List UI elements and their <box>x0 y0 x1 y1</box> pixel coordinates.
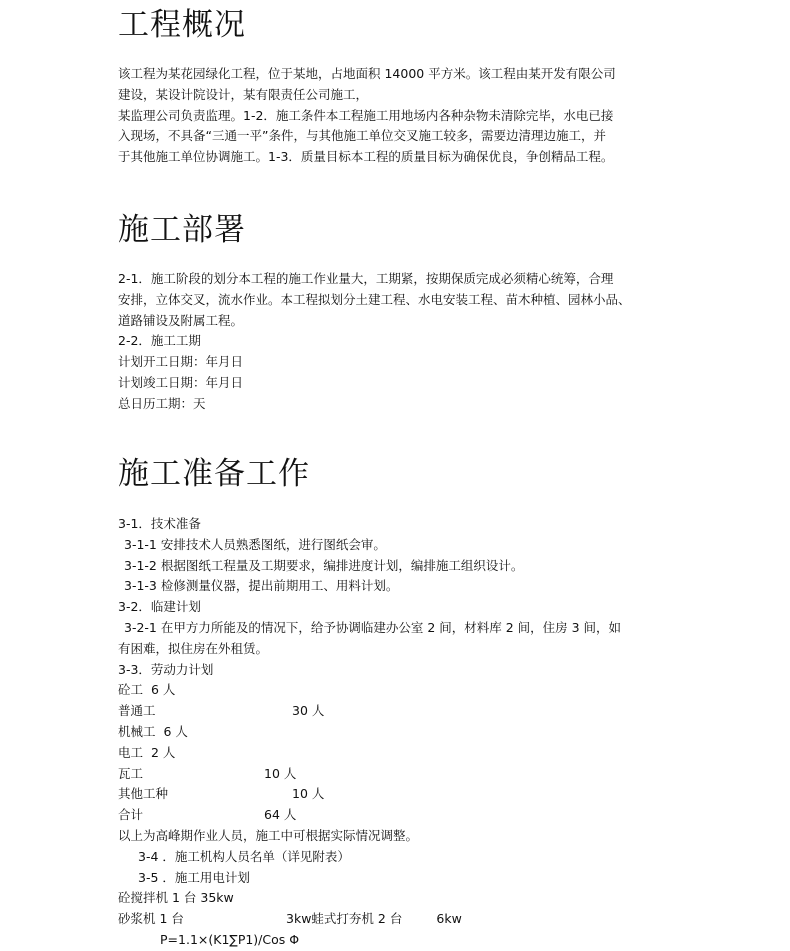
labor-row <box>118 784 621 805</box>
equipment-row <box>118 909 621 930</box>
labor-name: 砼工 <box>118 682 144 698</box>
preparation-line: 3-3．劳动力计划 <box>118 661 214 677</box>
equipment-b-power: 6kw <box>436 911 462 927</box>
labor-count: 6 人 <box>163 723 188 739</box>
preparation-line: 3-4 ．施工机构人员名单（详见附表） <box>138 848 350 864</box>
equipment-a-power: 3kw <box>286 911 312 927</box>
labor-row <box>118 743 621 764</box>
preparation-line: 有困难，拟住房在外租赁。 <box>118 640 269 656</box>
preparation-line: 3-1-2 根据图纸工程量及工期要求，编排进度计划，编排施工组织设计。 <box>124 557 524 573</box>
deployment-line: 2-2．施工工期 <box>118 333 201 349</box>
labor-count: 10 人 <box>292 786 325 802</box>
deployment-line: 计划开工日期：年月日 <box>118 354 244 370</box>
section-title-overview: 工程概况 <box>118 7 246 43</box>
equipment-a-name: 砂浆机 1 台 <box>118 911 184 927</box>
preparation-body <box>118 514 621 951</box>
deployment-line: 道路铺设及附属工程。 <box>118 312 244 328</box>
labor-count: 10 人 <box>264 765 297 781</box>
deployment-line: 2-1．施工阶段的划分本工程的施工作业量大，工期紧，按期保质完成必须精心统筹，合理 <box>118 271 614 286</box>
labor-row <box>118 680 621 701</box>
deployment-body <box>118 269 631 415</box>
labor-name: 瓦工 <box>118 765 144 781</box>
overview-line: 于其他施工单位协调施工。1-3．质量目标本工程的质量目标为确保优良，争创精品工程。 <box>118 149 614 165</box>
section-title-preparation: 施工准备工作 <box>118 456 310 492</box>
overview-body <box>118 64 616 168</box>
labor-row <box>118 722 621 743</box>
labor-name: 机械工 <box>118 723 156 739</box>
overview-line: 入现场，不具备“三通一平”条件，与其他施工单位交叉施工较多，需要边清理边施工，并 <box>118 128 606 144</box>
overview-line: 某监理公司负责监理。1-2．施工条件本工程施工用地场内各种杂物未清除完毕，水电已接 <box>118 107 614 123</box>
deployment-line: 总日历工期：天 <box>118 395 206 411</box>
preparation-line: 3-1．技术准备 <box>118 516 201 531</box>
deployment-line: 安排，立体交叉，流水作业。本工程拟划分土建工程、水电安装工程、苗木种植、园林小品、 <box>118 291 631 307</box>
preparation-line: 3-5 ．施工用电计划 <box>138 869 250 885</box>
labor-name: 电工 <box>118 744 144 760</box>
preparation-line: 砼搅拌机 1 台 35kw <box>118 890 234 906</box>
preparation-line: 3-1-3 检修测量仪器，提出前期用工、用料计划。 <box>124 578 399 594</box>
preparation-line: 以上为高峰期作业人员，施工中可根据实际情况调整。 <box>118 827 419 843</box>
overview-line: 该工程为某花园绿化工程，位于某地，占地面积 14000 平方米。该工程由某开发有限公司 <box>118 66 616 81</box>
labor-count: 2 人 <box>150 744 176 760</box>
section-title-deployment: 施工部署 <box>118 212 246 248</box>
power-formula: P=1.1×(K1∑P1)/Cos Φ <box>160 931 300 947</box>
labor-row <box>118 701 621 722</box>
labor-name: 其他工种 <box>118 786 169 802</box>
equipment-b-name: 蛙式打夯机 2 台 <box>311 911 403 927</box>
labor-row <box>118 805 621 826</box>
preparation-line: 3-1-1 安排技术人员熟悉图纸，进行图纸会审。 <box>124 536 386 552</box>
labor-count: 64 人 <box>264 807 297 823</box>
labor-name: 合计 <box>118 807 144 823</box>
labor-count: 30 人 <box>292 703 325 719</box>
labor-name: 普通工 <box>118 703 156 719</box>
labor-count: 6 人 <box>150 682 176 698</box>
deployment-line: 计划竣工日期：年月日 <box>118 374 244 390</box>
preparation-line: 3-2．临建计划 <box>118 599 201 615</box>
overview-line: 建设，某设计院设计，某有限责任公司施工， <box>118 86 369 102</box>
preparation-line: 3-2-1 在甲方力所能及的情况下，给予协调临建办公室 2 间，材料库 2 间，住房 3 间，如 <box>124 619 622 635</box>
labor-row <box>118 764 621 785</box>
